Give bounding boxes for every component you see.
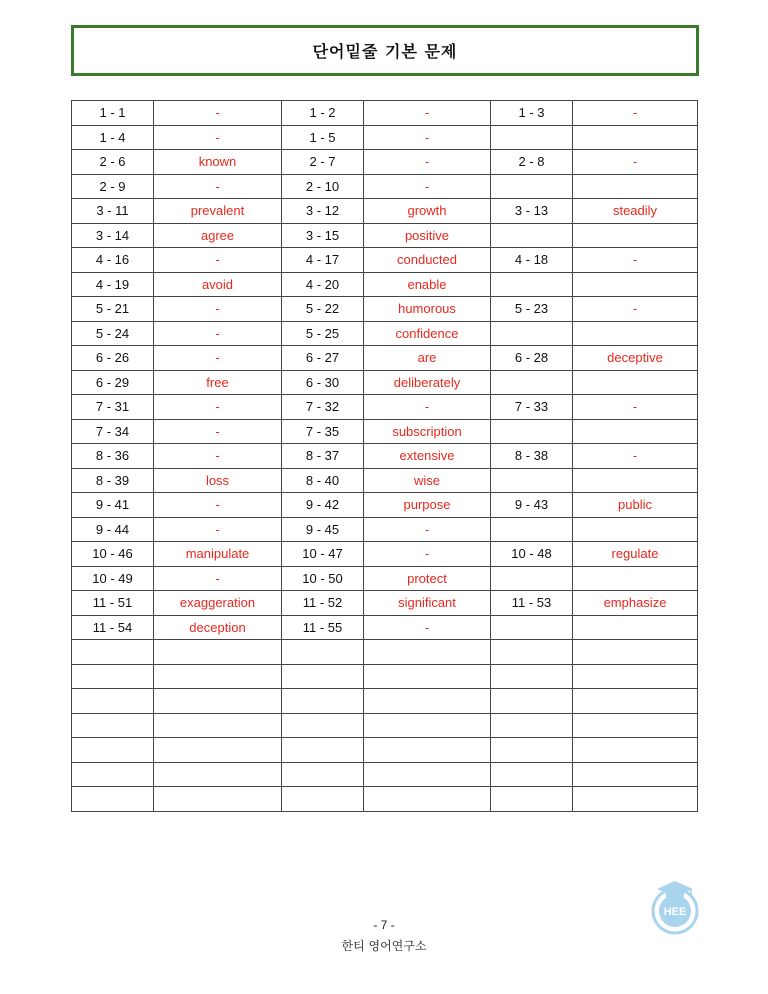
question-number-cell: 8 - 38 <box>491 444 573 469</box>
table-row <box>72 640 698 665</box>
question-number-cell: 3 - 12 <box>282 199 364 224</box>
question-number-cell: 3 - 13 <box>491 199 573 224</box>
question-number-cell: 9 - 42 <box>282 493 364 518</box>
question-number-cell: 4 - 19 <box>72 272 154 297</box>
question-number-cell <box>491 738 573 763</box>
answer-cell <box>364 640 491 665</box>
question-number-cell: 4 - 16 <box>72 248 154 273</box>
question-number-cell <box>491 517 573 542</box>
question-number-cell: 9 - 43 <box>491 493 573 518</box>
question-number-cell: 6 - 30 <box>282 370 364 395</box>
question-number-cell: 5 - 25 <box>282 321 364 346</box>
question-number-cell: 9 - 41 <box>72 493 154 518</box>
table-row <box>72 297 698 322</box>
table-row <box>72 664 698 689</box>
question-number-cell: 8 - 39 <box>72 468 154 493</box>
question-number-cell: 8 - 36 <box>72 444 154 469</box>
answer-cell <box>573 787 698 812</box>
question-number-cell <box>491 713 573 738</box>
question-number-cell <box>491 174 573 199</box>
table-row <box>72 199 698 224</box>
answer-cell: - <box>364 542 491 567</box>
answer-cell: - <box>573 150 698 175</box>
answer-cell: - <box>154 493 282 518</box>
question-number-cell <box>491 615 573 640</box>
question-number-cell: 11 - 52 <box>282 591 364 616</box>
answer-cell: confidence <box>364 321 491 346</box>
answer-cell: avoid <box>154 272 282 297</box>
answer-cell: exaggeration <box>154 591 282 616</box>
answer-cell: growth <box>364 199 491 224</box>
answer-cell <box>573 664 698 689</box>
question-number-cell: 1 - 4 <box>72 125 154 150</box>
question-number-cell <box>491 125 573 150</box>
table-row <box>72 321 698 346</box>
answer-cell: - <box>154 174 282 199</box>
answer-cell <box>154 713 282 738</box>
question-number-cell: 3 - 15 <box>282 223 364 248</box>
answer-cell: subscription <box>364 419 491 444</box>
question-number-cell <box>491 419 573 444</box>
question-number-cell: 2 - 8 <box>491 150 573 175</box>
answer-cell: - <box>154 297 282 322</box>
question-number-cell <box>491 689 573 714</box>
title-box <box>71 25 699 76</box>
question-number-cell: 8 - 37 <box>282 444 364 469</box>
question-number-cell: 6 - 26 <box>72 346 154 371</box>
question-number-cell: 3 - 14 <box>72 223 154 248</box>
question-number-cell: 10 - 49 <box>72 566 154 591</box>
answer-cell: - <box>364 150 491 175</box>
table-row <box>72 223 698 248</box>
logo-text: HEE <box>663 906 687 918</box>
answer-cell: free <box>154 370 282 395</box>
question-number-cell <box>491 272 573 297</box>
answer-cell <box>573 615 698 640</box>
answer-cell: - <box>364 395 491 420</box>
question-number-cell: 6 - 27 <box>282 346 364 371</box>
answer-cell: - <box>364 615 491 640</box>
question-number-cell: 3 - 11 <box>72 199 154 224</box>
question-number-cell <box>491 787 573 812</box>
answer-cell: manipulate <box>154 542 282 567</box>
table-row <box>72 591 698 616</box>
answer-cell <box>154 787 282 812</box>
answer-cell: are <box>364 346 491 371</box>
question-number-cell: 10 - 48 <box>491 542 573 567</box>
question-number-cell <box>72 689 154 714</box>
answer-cell: agree <box>154 223 282 248</box>
answer-cell <box>364 664 491 689</box>
answer-cell: known <box>154 150 282 175</box>
answer-cell: - <box>364 125 491 150</box>
table-row <box>72 150 698 175</box>
question-number-cell: 2 - 7 <box>282 150 364 175</box>
question-number-cell <box>491 223 573 248</box>
answer-cell <box>573 762 698 787</box>
table-row <box>72 174 698 199</box>
question-number-cell <box>491 370 573 395</box>
answer-cell <box>573 174 698 199</box>
answer-table <box>71 100 698 812</box>
answer-cell <box>154 738 282 763</box>
answer-cell: - <box>154 125 282 150</box>
table-row <box>72 468 698 493</box>
question-number-cell: 6 - 28 <box>491 346 573 371</box>
answer-cell: - <box>154 346 282 371</box>
answer-cell: conducted <box>364 248 491 273</box>
answer-cell <box>154 762 282 787</box>
answer-cell <box>573 640 698 665</box>
question-number-cell: 11 - 55 <box>282 615 364 640</box>
question-number-cell <box>282 689 364 714</box>
answer-cell <box>364 762 491 787</box>
question-number-cell <box>72 787 154 812</box>
table-row <box>72 566 698 591</box>
answer-cell: - <box>154 101 282 126</box>
answer-cell: - <box>573 101 698 126</box>
page-title: 단어밑줄 기본 문제 <box>312 42 458 61</box>
question-number-cell: 7 - 35 <box>282 419 364 444</box>
answer-cell <box>573 713 698 738</box>
answer-cell <box>573 689 698 714</box>
answer-cell: extensive <box>364 444 491 469</box>
answer-cell: deception <box>154 615 282 640</box>
question-number-cell: 4 - 17 <box>282 248 364 273</box>
question-number-cell: 1 - 5 <box>282 125 364 150</box>
answer-cell: - <box>154 248 282 273</box>
question-number-cell <box>491 664 573 689</box>
answer-cell <box>573 125 698 150</box>
answer-cell: - <box>573 444 698 469</box>
table-row <box>72 346 698 371</box>
table-row <box>72 713 698 738</box>
table-row <box>72 101 698 126</box>
answer-cell: - <box>154 517 282 542</box>
question-number-cell <box>491 640 573 665</box>
question-number-cell: 7 - 34 <box>72 419 154 444</box>
question-number-cell: 11 - 54 <box>72 615 154 640</box>
answer-cell <box>573 517 698 542</box>
answer-cell: positive <box>364 223 491 248</box>
answer-cell: - <box>364 174 491 199</box>
question-number-cell: 6 - 29 <box>72 370 154 395</box>
table-row <box>72 248 698 273</box>
question-number-cell: 10 - 46 <box>72 542 154 567</box>
question-number-cell: 8 - 40 <box>282 468 364 493</box>
question-number-cell <box>282 664 364 689</box>
answer-cell: - <box>573 297 698 322</box>
answer-cell: - <box>154 566 282 591</box>
answer-cell: deceptive <box>573 346 698 371</box>
answer-cell: enable <box>364 272 491 297</box>
question-number-cell: 11 - 53 <box>491 591 573 616</box>
answer-cell <box>573 566 698 591</box>
table-row <box>72 738 698 763</box>
table-row <box>72 272 698 297</box>
question-number-cell: 10 - 47 <box>282 542 364 567</box>
answer-cell <box>154 664 282 689</box>
question-number-cell <box>491 468 573 493</box>
table-row <box>72 419 698 444</box>
question-number-cell <box>72 738 154 763</box>
question-number-cell <box>282 787 364 812</box>
table-row <box>72 125 698 150</box>
question-number-cell <box>72 640 154 665</box>
table-row <box>72 517 698 542</box>
answer-cell: - <box>573 248 698 273</box>
question-number-cell: 2 - 9 <box>72 174 154 199</box>
question-number-cell: 11 - 51 <box>72 591 154 616</box>
question-number-cell <box>282 640 364 665</box>
answer-cell: protect <box>364 566 491 591</box>
question-number-cell <box>72 664 154 689</box>
answer-cell <box>364 713 491 738</box>
question-number-cell: 4 - 18 <box>491 248 573 273</box>
answer-cell: deliberately <box>364 370 491 395</box>
answer-cell <box>154 689 282 714</box>
answer-cell: - <box>364 101 491 126</box>
table-row <box>72 689 698 714</box>
answer-cell: humorous <box>364 297 491 322</box>
answer-cell: purpose <box>364 493 491 518</box>
question-number-cell <box>282 762 364 787</box>
page-number: - 7 - <box>373 918 395 932</box>
question-number-cell: 9 - 45 <box>282 517 364 542</box>
answer-cell <box>573 272 698 297</box>
answer-cell: - <box>154 321 282 346</box>
question-number-cell <box>491 321 573 346</box>
answer-cell: significant <box>364 591 491 616</box>
table-row <box>72 444 698 469</box>
question-number-cell: 1 - 2 <box>282 101 364 126</box>
answer-table-body <box>72 101 698 812</box>
answer-cell <box>573 468 698 493</box>
question-number-cell: 9 - 44 <box>72 517 154 542</box>
table-row <box>72 762 698 787</box>
question-number-cell: 5 - 22 <box>282 297 364 322</box>
question-number-cell: 5 - 21 <box>72 297 154 322</box>
question-number-cell: 1 - 1 <box>72 101 154 126</box>
question-number-cell <box>491 762 573 787</box>
question-number-cell: 7 - 31 <box>72 395 154 420</box>
table-row <box>72 787 698 812</box>
answer-cell <box>364 689 491 714</box>
question-number-cell <box>491 566 573 591</box>
table-row <box>72 493 698 518</box>
question-number-cell: 4 - 20 <box>282 272 364 297</box>
answer-cell <box>573 370 698 395</box>
question-number-cell <box>72 713 154 738</box>
answer-cell: wise <box>364 468 491 493</box>
answer-cell: regulate <box>573 542 698 567</box>
answer-cell: steadily <box>573 199 698 224</box>
answer-cell: loss <box>154 468 282 493</box>
question-number-cell: 2 - 6 <box>72 150 154 175</box>
table-row <box>72 395 698 420</box>
question-number-cell: 5 - 24 <box>72 321 154 346</box>
answer-cell: emphasize <box>573 591 698 616</box>
answer-cell: - <box>573 395 698 420</box>
question-number-cell: 5 - 23 <box>491 297 573 322</box>
table-row <box>72 370 698 395</box>
answer-cell: - <box>364 517 491 542</box>
answer-cell <box>154 640 282 665</box>
answer-cell <box>573 419 698 444</box>
answer-cell: - <box>154 419 282 444</box>
question-number-cell: 10 - 50 <box>282 566 364 591</box>
answer-cell: public <box>573 493 698 518</box>
question-number-cell: 1 - 3 <box>491 101 573 126</box>
question-number-cell <box>282 713 364 738</box>
answer-cell <box>364 787 491 812</box>
question-number-cell: 2 - 10 <box>282 174 364 199</box>
table-row <box>72 615 698 640</box>
answer-cell: prevalent <box>154 199 282 224</box>
footer-organization: 한티 영어연구소 <box>341 939 427 953</box>
table-row <box>72 542 698 567</box>
answer-cell: - <box>154 444 282 469</box>
answer-cell: - <box>154 395 282 420</box>
answer-cell <box>573 223 698 248</box>
question-number-cell: 7 - 33 <box>491 395 573 420</box>
question-number-cell <box>282 738 364 763</box>
answer-cell <box>573 738 698 763</box>
question-number-cell <box>72 762 154 787</box>
answer-cell <box>364 738 491 763</box>
answer-cell <box>573 321 698 346</box>
question-number-cell: 7 - 32 <box>282 395 364 420</box>
